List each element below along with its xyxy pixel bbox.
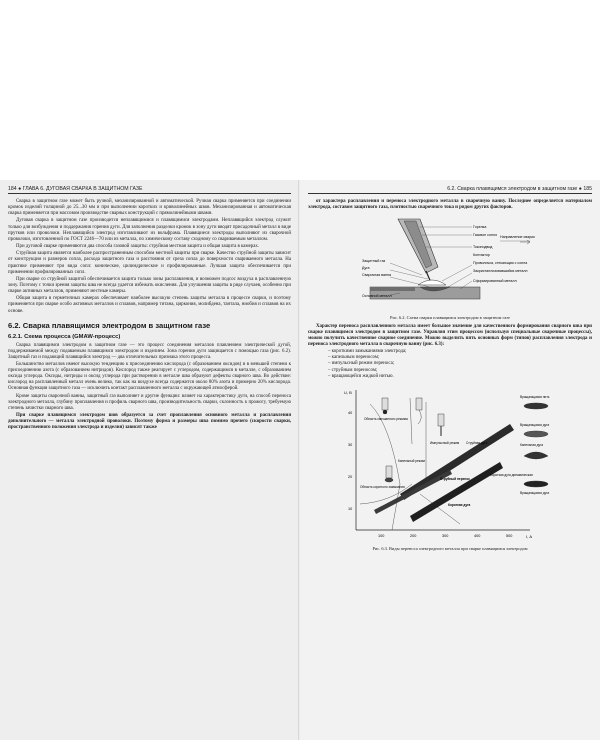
left-page bbox=[0, 180, 299, 740]
label-shielding-gas: Защитный газ bbox=[362, 259, 386, 264]
region-label: Капельная дуга bbox=[520, 442, 544, 447]
x-axis-label: I, А bbox=[526, 533, 533, 539]
label-weld-pool: Сварочная ванна bbox=[362, 273, 392, 278]
list-item: – струйным переносом; bbox=[328, 368, 592, 374]
left-running-head: 184 ● ГЛАВА 6. ДУГОВАЯ СВАРКА В ЗАЩИТНОМ ГАЗЕ bbox=[8, 186, 291, 194]
label-welding-direction: Направление сварки bbox=[500, 235, 535, 240]
x-tick: 200 bbox=[410, 533, 417, 538]
paragraph: Кроме защиты сварочной ванны, защитный газ выполняет и другие функции: влияет на характеристику дуги, на способ переноса электродного металла, глубину проплавления и профиль сварного шва, производительность сварки, склонность к прожогу, требуемую степень зачистки сварного шва. bbox=[8, 393, 291, 411]
figure-6-2-caption: Рис. 6.2. Схема сварки плавящимся электродом в защитном газе bbox=[390, 315, 510, 321]
region-label: Вращающаяся дуга bbox=[520, 422, 550, 427]
region-label: Струйная дуга bbox=[466, 440, 488, 445]
region-label: Вращающаяся дуга bbox=[520, 490, 550, 495]
section-title: 6.2. Сварка плавящимся электродом в защитном газе bbox=[8, 320, 211, 330]
label-contact-tube: Токоподвод bbox=[473, 245, 493, 250]
paragraph: Характер переноса расплавленного металла имеет большое значение для качественного формирования сварного шва при сварке плавящимся электродом в защитном газе. Управляя этим процессом (используя специальные сварочные процессы), можно получить качественное сварное соединение. Можно выделить пять основных форм (типов) расплавления электрода и переноса электродного металла в сварочную ванну (рис. 6.3): bbox=[308, 323, 592, 347]
figure-6-3-caption: Рис. 6.3. Виды переноса электродного металла при сварке плавящимся электродом bbox=[372, 545, 528, 551]
region-label: Струйный перенос bbox=[440, 476, 471, 481]
transfer-types-list bbox=[328, 349, 592, 379]
label-base-metal: Основной металл bbox=[362, 294, 392, 299]
y-tick: 20 bbox=[348, 474, 353, 479]
paragraph: от характера расплавления и переноса электродного металла в сварочную ванну. Последнее определяется материалом электрода, составом защитного газа, плотностью сварочного тока и рядом других факторов. bbox=[308, 199, 592, 211]
y-axis-label: U, В bbox=[344, 389, 352, 395]
label-gas-nozzle: Газовое сопло bbox=[473, 233, 498, 238]
region-label: Область смешанного режима bbox=[364, 416, 408, 421]
label-wire-drop: Проволочка, стекающая с сопла bbox=[473, 261, 528, 266]
label-formed-metal: Сформированный металл bbox=[473, 279, 517, 284]
figure-6-2-welding-scheme bbox=[360, 215, 540, 313]
list-item: – короткими замыканиями электрода; bbox=[328, 349, 592, 355]
x-tick: 500 bbox=[506, 533, 513, 538]
x-tick: 100 bbox=[378, 533, 385, 538]
paragraph: При сварке плавящимся электродом шов образуется за счет проплавления основного металла и расплавления дополнительного — металла электродной проволоки. Поэтому форма и размеры шва помимо прочего (скорости сварки, пространственного положения электрода и изделия) зависят также bbox=[8, 413, 291, 431]
list-item: – вращающейся жидкой нитью. bbox=[328, 374, 592, 380]
subsection-title: 6.2.1. Схема процесса (GMAW-процесс) bbox=[8, 333, 121, 340]
list-item: – импульсный режим переноса; bbox=[328, 361, 592, 367]
label-arc: Дуга bbox=[362, 266, 370, 271]
region-label: Капельный режим bbox=[398, 458, 425, 463]
x-tick: 300 bbox=[442, 533, 449, 538]
y-tick: 10 bbox=[348, 506, 353, 511]
x-tick: 400 bbox=[474, 533, 481, 538]
label-contactor: Контактор bbox=[473, 253, 490, 258]
region-label: Вращающаяся нить bbox=[520, 394, 550, 399]
paragraph: Дуговая сварка в защитном газе производится неплавящимися и плавящимися электродами. Неплавящийся электрод служит только для возбуждения и поддержания горения дуги. Для заполнения разделки кромок в зону дуги вводят присадочный металл в виде прутков или проволоки. Неплавящийся электрод изготавливают из вольфрама. Плавящиеся электроды выполняют из сварочной проволоки, изготовленной по ГОСТ 2246—70 или из металла, по химическому составу сходному со свариваемым металлом. bbox=[8, 218, 291, 242]
paragraph: При сварке со струйной защитой обеспечивается защита только зоны расплавления, и возможен подсос воздуха в расплавленную зону. Поэтому с точки зрения защиты шва не всегда удается избежать окисления. Для улучшения защиты в ряде случаев, особенно при сварке активных металлов, применяют местные камеры. bbox=[8, 276, 291, 295]
region-label: Короткая дуга динамическая bbox=[490, 472, 533, 477]
y-tick: 40 bbox=[348, 410, 353, 415]
label-torch: Горелка bbox=[473, 225, 487, 230]
right-running-head: 6.2. Сварка плавящимся электродом в защитном газе ● 185 bbox=[308, 186, 592, 194]
paragraph: Большинство металлов имеют высокую тенденцию к присоединению кислорода (с образованием оксидов) и в меньшей степени к присоединению азота (с образованием нитридов). Кислород также реагирует с углеродом, содержащимся в металле, с образованием оксида углерода. Оксиды, нитриды и оксид углерода при растворении в металле шва образуют дефекты сварного шва. Во действие: кислород на расплавленный металл очень велико, так как на воздухе всегда содержится около 80% азота и примерно 20% кислорода. Основная функция защитного газа — исключить контакт расплавленного металла с окружающей атмосферой. bbox=[8, 362, 291, 392]
region-label: Короткая дуга bbox=[448, 502, 471, 507]
paragraph: Сварка в защитном газе может быть ручной, механизированной и автоматической. Ручная сварка применяется при соединении кромок изделий толщиной до 25...30 мм и при выполнении коротких и криволинейных швов. Механизированная и автоматическая сварка применяется при массовом производстве сварных конструкций с прямолинейными швами. bbox=[8, 199, 291, 217]
right-page bbox=[300, 180, 600, 740]
list-item: – капельным переносом; bbox=[328, 355, 592, 361]
figure-6-3-transfer-modes bbox=[330, 384, 570, 544]
y-tick: 30 bbox=[348, 442, 353, 447]
paragraph: Сварка плавящимся электродом в защитном газе — это процесс соединения металлов плавлением электрической дугой, поддерживаемой между подаваемым плавящимся электродом и изделием. Зона горения дуги защищается с помощью газа (рис. 6.2). Защитный газ и подающий плавящийся электрод — два отличительных признака этого процесса. bbox=[8, 342, 291, 360]
region-label: Импульсный режим bbox=[430, 440, 460, 445]
paragraph: Струйная защита является наиболее распространенным способом местной защиты при сварке. Качество струйной защиты зависит от конструкции и размеров сопла, расхода защитного газа и расстояния от среза сопла до поверхности свариваемого металла. На практике применяют три вида сопл: конические, цилиндрические и профилированные. Лучшая защита обеспечивается при применении профилированных сопл. bbox=[8, 251, 291, 275]
book-spread bbox=[0, 180, 600, 740]
paragraph: Общая защита в герметичных камерах обеспечивает наиболее высокую степень защиты металла в процессе сварки, и поэтому применяется при сварке особо активных металлов и сплавов, например титана, циркония, молибдена, тантала, ниобия и сплавов на их основе. bbox=[8, 296, 291, 314]
paragraph: При дуговой сварке применяются два способа газовой защиты: струйная местная защита и общая защита в камерах. bbox=[16, 244, 260, 250]
label-solidified-metal: Закристаллизовавшийся металл bbox=[473, 269, 528, 274]
region-label: Область короткого замыкания bbox=[360, 484, 405, 489]
